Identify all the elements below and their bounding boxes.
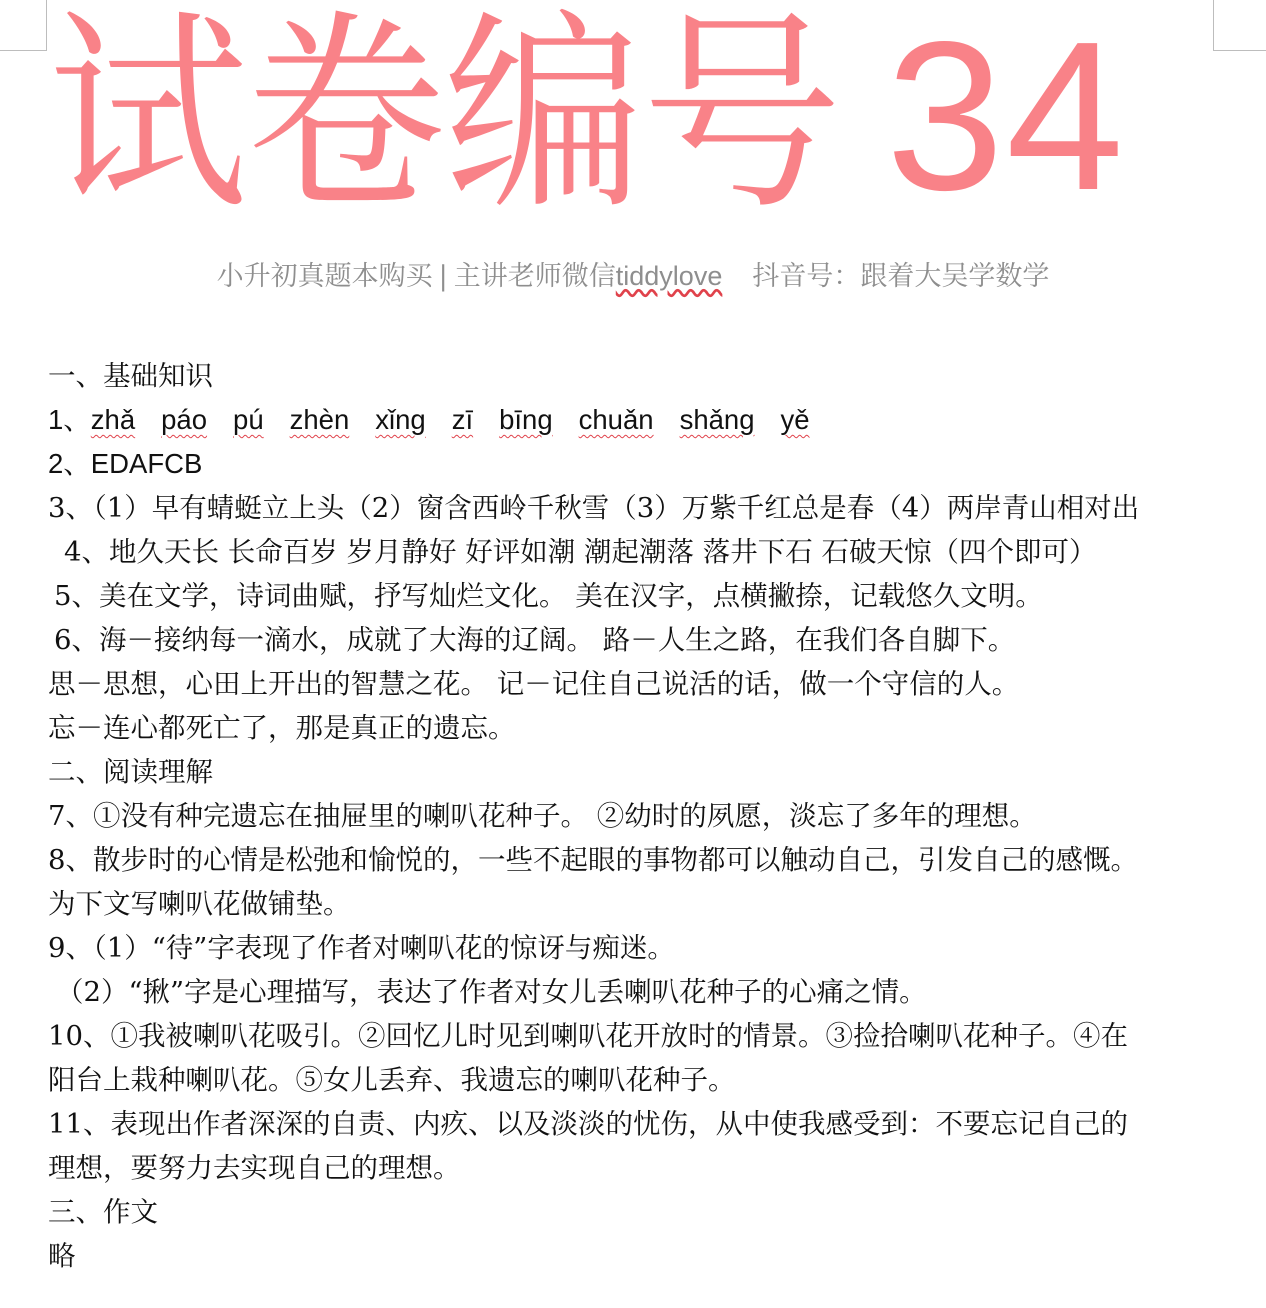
promo-douyin-text: 抖音号：跟着大吴学数学 (752, 261, 1050, 292)
pinyin-item: pú (233, 404, 264, 435)
pinyin-item: zhǎ (90, 404, 136, 435)
promo-wechat-id: tiddylove (615, 261, 723, 291)
pinyin-item: xǐng (375, 404, 426, 435)
answer-q8: 8、散步时的心情是松弛和愉悦的，一些不起眼的事物都可以触动自己，引发自己的感慨。 (48, 844, 1138, 876)
crop-mark-top-left (0, 0, 47, 51)
answer-q4: 4、地久天长 长命百岁 岁月静好 好评如潮 潮起潮落 落井下石 石破天惊（四个即可） (64, 536, 1097, 568)
pinyin-item: chuǎn (578, 404, 654, 435)
promo-purchase-text: 小升初真题本购买 (216, 261, 433, 292)
pinyin-item: bīng (499, 404, 553, 435)
answer-q6: 6、海－接纳每一滴水，成就了大海的辽阔。 路－人生之路，在我们各自脚下。 (54, 624, 1016, 656)
banner-title: 试卷编号 (48, 0, 841, 239)
banner-number: 34 (886, 0, 1126, 234)
answer-q10: 10、①我被喇叭花吸引。②回忆儿时见到喇叭花开放时的情景。③捡拾喇叭花种子。④在 (48, 1020, 1128, 1052)
answer-q1-prefix: 1、 (48, 404, 91, 435)
pinyin-item: zhèn (289, 404, 350, 435)
answer-essay: 略 (48, 1240, 76, 1272)
answer-q3: 3、（1）早有蜻蜓立上头（2）窗含西岭千秋雪（3）万紫千红总是春（4）两岸青山相对出 (48, 492, 1140, 524)
section-heading: 三、作文 (48, 1196, 158, 1228)
section-heading: 二、阅读理解 (48, 756, 213, 788)
promo-separator: | (438, 261, 448, 292)
answer-q11: 11、表现出作者深深的自责、内疚、以及淡淡的忧伤，从中使我感受到：不要忘记自己的 (48, 1108, 1128, 1140)
answer-q6-line: 忘－连心都死亡了，那是真正的遗忘。 (48, 712, 516, 744)
answer-q1 (48, 398, 1223, 442)
promo-subtitle (0, 254, 1266, 293)
answer-q2: 2、EDAFCB (48, 448, 203, 479)
exam-number-banner (48, 0, 1238, 239)
answer-q6-line: 思－思想，心田上开出的智慧之花。 记－记住自己说活的话，做一个守信的人。 (48, 668, 1020, 700)
pinyin-item: shǎng (679, 404, 755, 435)
answer-key-body (48, 354, 1223, 1278)
pinyin-item: zī (451, 404, 474, 435)
answer-q8-line: 为下文写喇叭花做铺垫。 (48, 888, 351, 920)
pinyin-item: páo (161, 404, 208, 435)
answer-q7: 7、①没有种完遗忘在抽屉里的喇叭花种子。 ②幼时的夙愿，淡忘了多年的理想。 (48, 800, 1037, 832)
answer-q10-line: 阳台上栽种喇叭花。⑤女儿丢弃、我遗忘的喇叭花种子。 (48, 1064, 736, 1096)
answer-q5: 5、美在文学，诗词曲赋，抒写灿烂文化。 美在汉字，点横撇捺，记载悠久文明。 (54, 580, 1043, 612)
answer-q9-line: （2）“揪”字是心理描写，表达了作者对女儿丢喇叭花种子的心痛之情。 (56, 976, 927, 1008)
answer-q11-line: 理想，要努力去实现自己的理想。 (48, 1152, 461, 1184)
pinyin-item: yě (780, 404, 810, 435)
promo-teacher-text: 主讲老师微信 (453, 261, 616, 292)
section-heading: 一、基础知识 (48, 360, 213, 392)
answer-q9: 9、（1）“待”字表现了作者对喇叭花的惊讶与痴迷。 (48, 932, 675, 964)
